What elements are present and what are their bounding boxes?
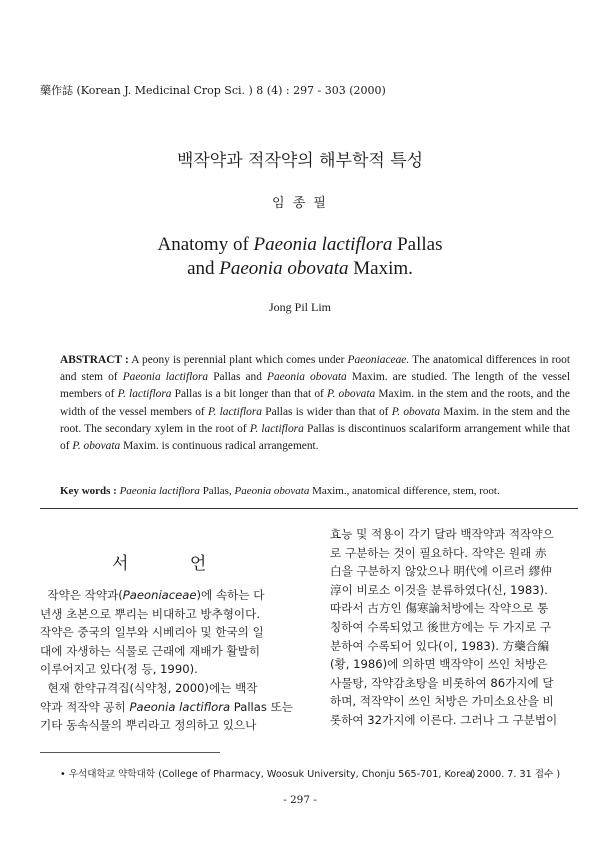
left-column-text bbox=[40, 586, 302, 735]
footnote-divider bbox=[40, 752, 220, 753]
paragraph-line: 기타 동속식물의 뿌리라고 정의하고 있으나 bbox=[40, 718, 257, 733]
paragraph-line: 칭하여 수록되었고 後世方에는 두 가지로 구 bbox=[330, 619, 552, 634]
paragraph-line: 약과 적작약 공히 Paeonia lactiflora Pallas 또는 bbox=[40, 699, 294, 714]
paragraph-line: 작약은 중국의 일부와 시베리아 및 한국의 일 bbox=[40, 625, 264, 640]
paragraph-line: 년생 초본으로 뿌리는 비대하고 방추형이다. bbox=[40, 606, 261, 621]
paragraph-line: 대에 자생하는 식물로 근래에 재배가 활발히 bbox=[40, 643, 261, 658]
abstract-label: ABSTRACT : bbox=[60, 354, 129, 366]
section-heading-introduction: 서 언 bbox=[112, 554, 235, 574]
section-divider bbox=[40, 508, 578, 509]
paragraph-line: 로 구분하는 것이 필요하다. 작약은 원래 赤 bbox=[330, 545, 547, 560]
korean-title: 백작약과 적작약의 해부학적 특성 bbox=[176, 151, 424, 171]
paragraph-line: 白을 구분하지 않았으나 明代에 이르러 繆仲 bbox=[330, 564, 552, 579]
paragraph-line: 작약은 작약과(Paeoniaceae)에 속하는 다 bbox=[47, 588, 265, 602]
received-date: ( 2000. 7. 31 접수 ) bbox=[470, 769, 561, 780]
paragraph-line: 롯하여 32가지에 이른다. 그러나 그 구분법이 bbox=[330, 712, 558, 727]
english-author: Jong Pil Lim bbox=[268, 300, 331, 314]
affiliation-footnote: • 우석대학교 약학대학 (College of Pharmacy, Woosuk University, Chonju 565-701, Korea) bbox=[60, 769, 476, 780]
right-column-text bbox=[330, 525, 578, 730]
paragraph-line: (황, 1986)에 의하면 백작약이 쓰인 처방은 bbox=[330, 657, 548, 672]
english-title-line-1: Anatomy of Paeonia lactiflora Pallas bbox=[157, 234, 443, 255]
korean-author: 임 종 필 bbox=[272, 196, 328, 211]
english-title bbox=[0, 233, 600, 281]
paragraph-line: 따라서 古方인 傷寒論처방에는 작약으로 통 bbox=[330, 601, 549, 616]
paragraph-line: 현재 한약규격집(식약청, 2000)에는 백작 bbox=[47, 680, 258, 695]
paragraph-line: 분하여 수록되어 있다(이, 1983). 方藥合編 bbox=[330, 638, 550, 653]
abstract: ABSTRACT : A peony is perennial plant which comes under Paeoniaceae. The anatomical differences in root and stem of Paeonia lactiflora Pallas and Paeonia obovata Maxim. are studied. The length of the vessel members of P. lactiflora Pallas is a bit longer than that of P. obovata Maxim. in the stem and the roots, and the width of the vessel members of P. lactiflora Pallas is wider than that of P. obovata Maxim. in the stem and the root. The secondary xylem in the root of P. lactiflora Pallas is discontinuos scalariform arrangement while that of P. obovata Maxim. is continuous radical arrangement. bbox=[60, 354, 570, 453]
keywords: Key words : Paeonia lactiflora Pallas, Paeonia obovata Maxim., anatomical difference, stem, root. bbox=[60, 485, 500, 497]
paragraph-line: 하며, 적작약이 쓰인 처방은 가미소요산을 비 bbox=[330, 694, 554, 709]
paragraph-line: 사물탕, 작약감초탕을 비롯하여 86가지에 달 bbox=[330, 675, 554, 690]
paragraph-line: 이루어지고 있다(정 등, 1990). bbox=[40, 662, 198, 677]
paragraph-line: 淳이 비로소 이것을 분류하였다(신, 1983). bbox=[330, 582, 548, 597]
keywords-label: Key words : bbox=[60, 485, 117, 497]
page-number: - 297 - bbox=[283, 794, 317, 806]
english-title-line-2: and Paeonia obovata Maxim. bbox=[187, 258, 413, 279]
journal-citation: 藥作誌 (Korean J. Medicinal Crop Sci. ) 8 (4) : 297 - 303 (2000) bbox=[40, 84, 386, 97]
paragraph-line: 효능 및 적용이 각기 달라 백작약과 적작약으 bbox=[330, 527, 554, 541]
